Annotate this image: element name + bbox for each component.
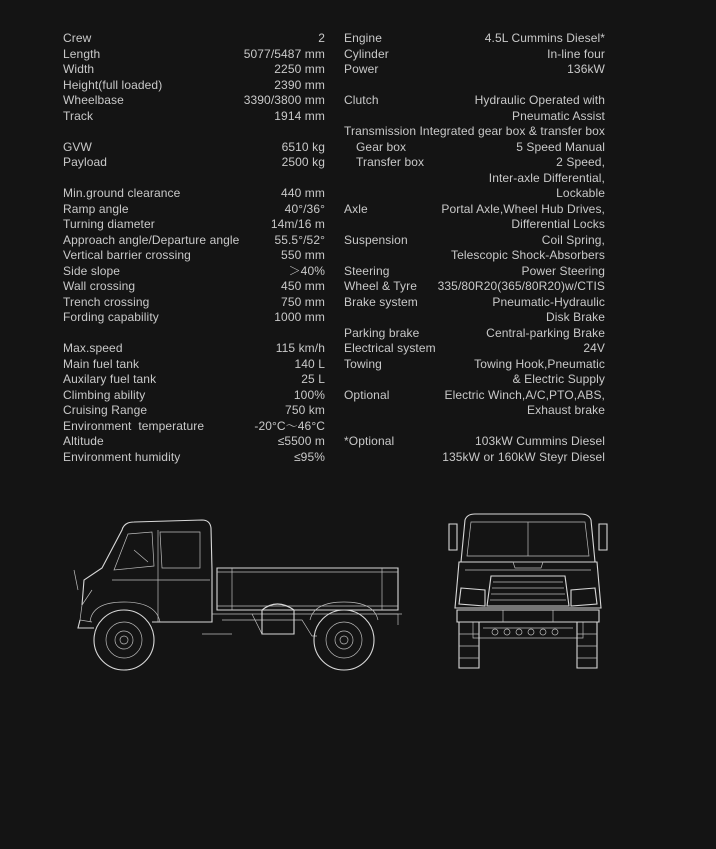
spec-row xyxy=(344,279,605,295)
truck-side-view xyxy=(72,510,412,680)
spec-row xyxy=(344,202,605,233)
spec-label: Height(full loaded) xyxy=(63,77,163,92)
spec-value: 1914 mm xyxy=(274,108,325,123)
spec-row xyxy=(63,279,325,295)
spec-spacer xyxy=(63,124,325,140)
spec-label: Turning diameter xyxy=(63,217,155,231)
spec-row xyxy=(344,326,605,342)
spec-row xyxy=(63,233,325,249)
spec-label: Transmission xyxy=(344,124,417,138)
spec-value: 25 L xyxy=(301,372,325,386)
spec-row xyxy=(344,233,605,264)
spec-value: In-line four xyxy=(547,46,605,61)
spec-row xyxy=(63,264,325,280)
spec-label: Approach angle/Departure angle xyxy=(63,232,240,247)
spec-row xyxy=(344,124,605,140)
spec-value: 2 Speed, Inter-axle Differential, Lockable xyxy=(488,155,605,200)
spec-row xyxy=(344,93,605,124)
spec-row xyxy=(63,217,325,233)
spec-label: Wall crossing xyxy=(63,279,136,293)
spec-label: Ramp angle xyxy=(63,201,129,216)
spec-spacer xyxy=(63,326,325,342)
spec-row xyxy=(63,310,325,326)
spec-row xyxy=(344,388,605,419)
spec-label: Crew xyxy=(63,31,92,45)
spec-spacer xyxy=(63,171,325,187)
spec-label: Wheel & Tyre xyxy=(344,279,418,293)
truck-front-view xyxy=(443,510,613,680)
spec-value: 750 km xyxy=(285,403,325,417)
spec-value: 40°/36° xyxy=(284,201,325,216)
spec-row xyxy=(344,31,605,47)
spec-value: Portal Axle,Wheel Hub Drives, Differential Locks xyxy=(441,201,605,231)
spec-label: Length xyxy=(63,46,101,61)
spec-label: Cruising Range xyxy=(63,403,148,417)
spec-row xyxy=(63,62,325,78)
spec-label: Optional xyxy=(344,387,390,402)
spec-row xyxy=(344,295,605,326)
spec-row xyxy=(63,31,325,47)
spec-value: 115 km/h xyxy=(275,341,325,355)
spec-value: 1000 mm xyxy=(274,310,325,324)
spec-label: Axle xyxy=(344,201,368,216)
spec-value: 335/80R20(365/80R20)w/CTIS xyxy=(437,279,605,293)
spec-value: 2500 kg xyxy=(281,155,325,169)
spec-row xyxy=(63,140,325,156)
spec-value: 24V xyxy=(583,341,605,355)
spec-value: 14m/16 m xyxy=(270,217,325,231)
spec-row xyxy=(63,419,325,435)
spec-label: Transfer box xyxy=(356,155,425,169)
spec-value: 3390/3800 mm xyxy=(243,93,325,107)
spec-label: Auxilary fuel tank xyxy=(63,372,157,386)
spec-value: 450 mm xyxy=(281,279,325,293)
spec-value: Central-parking Brake xyxy=(486,325,605,340)
spec-label: Payload xyxy=(63,155,108,169)
spec-label: Engine xyxy=(344,31,382,45)
spec-row xyxy=(63,372,325,388)
spec-value: 100% xyxy=(293,387,325,402)
spec-value: 140 L xyxy=(294,356,325,371)
spec-row xyxy=(63,93,325,109)
spec-label: *Optional xyxy=(344,434,395,448)
spec-label: Max.speed xyxy=(63,341,123,355)
spec-row xyxy=(344,155,605,202)
spec-value: Hydraulic Operated with Pneumatic Assist xyxy=(474,93,605,123)
right-spec-column xyxy=(344,31,605,465)
spec-row xyxy=(63,341,325,357)
spec-value: Towing Hook,Pneumatic & Electric Supply xyxy=(474,356,605,386)
spec-value: -20°C～46°C xyxy=(254,418,325,433)
left-spec-column xyxy=(63,31,325,465)
spec-row xyxy=(63,109,325,125)
spec-row xyxy=(63,388,325,404)
spec-label: Suspension xyxy=(344,232,408,247)
spec-row xyxy=(344,341,605,357)
spec-row xyxy=(344,62,605,78)
spec-label: Trench crossing xyxy=(63,294,150,309)
spec-row xyxy=(63,295,325,311)
spec-row xyxy=(63,450,325,466)
spec-label: Wheelbase xyxy=(63,93,124,107)
spec-label: GVW xyxy=(63,139,92,154)
spec-value: Coil Spring, Telescopic Shock-Absorbers xyxy=(450,232,605,262)
spec-row xyxy=(344,47,605,63)
spec-label: Environment temperature xyxy=(63,418,205,433)
spec-value: 440 mm xyxy=(281,186,325,200)
spec-value: 103kW Cummins Diesel 135kW or 160kW Steyr Diesel xyxy=(442,434,605,464)
spec-row xyxy=(63,155,325,171)
spec-value: 5 Speed Manual xyxy=(516,139,605,154)
spec-label: Towing xyxy=(344,356,382,371)
spec-label: Vertical barrier crossing xyxy=(63,248,191,262)
spec-row xyxy=(63,78,325,94)
spec-row xyxy=(63,403,325,419)
spec-value: 2390 mm xyxy=(274,77,325,92)
spec-value: 5077/5487 mm xyxy=(243,46,325,61)
spec-label: Parking brake xyxy=(344,325,420,340)
spec-value: 2250 mm xyxy=(274,62,325,76)
spec-label: Climbing ability xyxy=(63,387,146,402)
spec-label: Environment humidity xyxy=(63,449,181,464)
spec-label: Main fuel tank xyxy=(63,356,140,371)
spec-spacer xyxy=(344,78,605,94)
spec-row xyxy=(63,186,325,202)
spec-label: Steering xyxy=(344,263,390,278)
truck-drawings xyxy=(0,500,716,680)
spec-value: 55.5°/52° xyxy=(274,232,325,247)
spec-label: Clutch xyxy=(344,93,379,107)
spec-value: ≤5500 m xyxy=(277,434,325,448)
spec-label: Side slope xyxy=(63,263,121,278)
spec-label: Cylinder xyxy=(344,46,389,61)
spec-label: Fording capability xyxy=(63,310,159,324)
spec-row xyxy=(63,47,325,63)
spec-value: 550 mm xyxy=(281,248,325,262)
spec-label: Width xyxy=(63,62,95,76)
spec-value: Pneumatic-Hydraulic Disk Brake xyxy=(492,294,605,324)
spec-row xyxy=(63,357,325,373)
spec-spacer xyxy=(344,419,605,435)
spec-label: Electrical system xyxy=(344,341,436,355)
spec-label: Min.ground clearance xyxy=(63,186,181,200)
spec-label: Power xyxy=(344,62,379,76)
spec-row xyxy=(344,264,605,280)
spec-label: Gear box xyxy=(356,139,407,154)
spec-value: 136kW xyxy=(567,62,605,76)
spec-value: Integrated gear box & transfer box xyxy=(419,124,605,138)
spec-value: 6510 kg xyxy=(281,139,325,154)
spec-value: ≤95% xyxy=(293,449,325,464)
spec-value: ＞40% xyxy=(288,263,325,278)
spec-value: Electric Winch,A/C,PTO,ABS, Exhaust brake xyxy=(444,387,605,417)
spec-label: Brake system xyxy=(344,294,418,309)
spec-row xyxy=(63,202,325,218)
spec-row xyxy=(344,140,605,156)
spec-value: Power Steering xyxy=(521,263,605,278)
spec-row xyxy=(63,248,325,264)
spec-row xyxy=(63,434,325,450)
spec-value: 2 xyxy=(318,31,325,45)
spec-label: Track xyxy=(63,108,94,123)
spec-value: 750 mm xyxy=(281,294,325,309)
spec-row xyxy=(344,434,605,465)
spec-row xyxy=(344,357,605,388)
spec-value: 4.5L Cummins Diesel* xyxy=(484,31,605,45)
spec-label: Altitude xyxy=(63,434,104,448)
